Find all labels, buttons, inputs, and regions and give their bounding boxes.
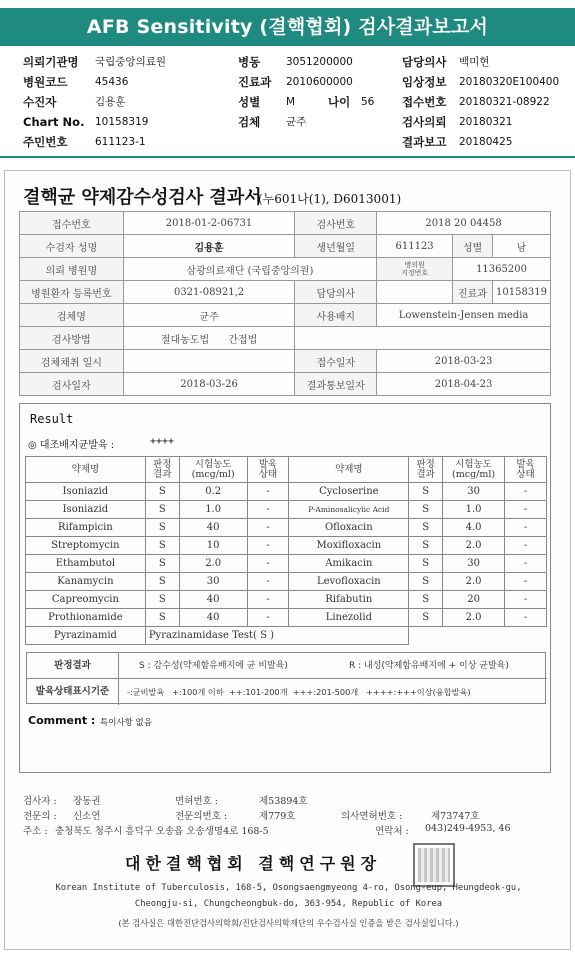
judge-result: S — [409, 519, 443, 537]
col-drug: 약제명 — [289, 457, 409, 483]
growth-state: - — [247, 537, 289, 555]
judge-result: S — [145, 609, 179, 627]
test-concentration: 2.0 — [443, 573, 505, 591]
test-concentration: 30 — [443, 483, 505, 501]
growth-state: - — [247, 609, 289, 627]
info-row-1 — [0, 52, 575, 72]
sex-label: 성별 — [238, 95, 261, 109]
addr-label: 주소 : — [23, 826, 48, 837]
judge-result: S — [145, 519, 179, 537]
age-label: 나이 — [328, 95, 351, 109]
drug-row — [26, 609, 547, 627]
growth-state: - — [247, 519, 289, 537]
col-growth: 발육 상태 — [505, 457, 547, 483]
drug-row — [26, 501, 547, 519]
hdr-row — [20, 350, 551, 373]
growth-state: - — [505, 501, 547, 519]
judge-result: S — [145, 555, 179, 573]
test-concentration: 1.0 — [179, 501, 247, 519]
age-value: 56 — [361, 96, 375, 108]
pza-test-result: Pyrazinamidase Test( S ) — [145, 627, 408, 645]
growth-state: - — [247, 591, 289, 609]
hdr-cell: 11365200 — [453, 258, 551, 281]
doc-no-label: 의사면허번호 : — [341, 811, 403, 822]
drug-row — [26, 555, 547, 573]
hdr-cell — [377, 258, 453, 281]
hdr-row — [20, 373, 551, 396]
hdr-cell: 2018-03-23 — [377, 350, 551, 373]
judge-result: S — [409, 555, 443, 573]
report-title: AFB Sensitivity (결핵협회) 검사결과보고서 — [0, 8, 575, 46]
divider — [0, 156, 575, 158]
license-label: 면허번호 : — [175, 796, 218, 807]
hdr-row — [20, 235, 551, 258]
sheet-subtitle: (누601나(1), D6013001) — [258, 192, 402, 206]
seal-pattern — [418, 848, 450, 882]
examiner-value: 장동권 — [73, 796, 101, 807]
hdr-cell: 남 — [492, 235, 550, 258]
footer-row — [23, 808, 563, 823]
drug-row-pza — [26, 627, 547, 645]
legend-box — [26, 652, 546, 704]
specimen-label: 검체 — [238, 115, 261, 129]
institution-name: 대한결핵협회 결핵연구원장 — [125, 854, 382, 873]
legend-growth-label: 발육상태표시기준 — [27, 679, 119, 705]
drug-name: Linezolid — [289, 609, 409, 627]
drug-name: Prothionamide — [26, 609, 146, 627]
request-label: 검사의뢰 — [402, 115, 447, 129]
hdr-cell: 성별 — [453, 235, 493, 258]
hdr-cell: 진료과 — [453, 281, 493, 304]
test-concentration: 40 — [179, 519, 247, 537]
chart-value: 10158319 — [95, 116, 149, 128]
info-row-3 — [0, 92, 575, 112]
test-concentration: 20 — [443, 591, 505, 609]
specialist-value: 신소연 — [73, 811, 101, 822]
legend-growth-row — [27, 679, 547, 705]
growth-state: - — [247, 483, 289, 501]
test-concentration: 0.2 — [179, 483, 247, 501]
hospital-value: 국립중앙의료원 — [95, 56, 167, 68]
footer-row — [23, 823, 563, 838]
judge-result: S — [145, 573, 179, 591]
hdr-row — [20, 304, 551, 327]
judge-result: S — [409, 501, 443, 519]
tel-value: 043)249-4953, 46 — [425, 823, 511, 834]
drug-row — [26, 591, 547, 609]
hospital-code-label: 병원코드 — [23, 75, 68, 89]
hdr-cell: 병원환자 등록번호 — [20, 281, 124, 304]
col-conc: 시험농도 (mcg/ml) — [179, 457, 247, 483]
method-2: 간접법 — [228, 334, 258, 346]
hdr-cell: 접수번호 — [20, 212, 124, 235]
sex-value: M — [286, 96, 296, 108]
doctor-label: 담당의사 — [402, 55, 447, 69]
sheet-title: 결핵균 약제감수성검사 결과서 — [23, 187, 262, 208]
hdr-cell: 검체채취 일시 — [20, 350, 124, 373]
specialist-label: 전문의 : — [23, 811, 57, 822]
hdr-cell — [377, 281, 453, 304]
hdr-cell: 삼광의료재단 (국립중앙의원) — [123, 258, 376, 281]
test-concentration: 40 — [179, 591, 247, 609]
col-judge: 판정 결과 — [409, 457, 443, 483]
comment-value: 특이사항 없음 — [100, 718, 152, 728]
legend-s: S : 감수성(약제함유배지에 균 비발육) — [139, 661, 288, 671]
specimen-value: 균주 — [286, 116, 307, 128]
col-judge: 판정 결과 — [145, 457, 179, 483]
judge-result: S — [409, 591, 443, 609]
hdr-row — [20, 327, 551, 350]
drug-name: Capreomycin — [26, 591, 146, 609]
judge-result: S — [145, 537, 179, 555]
growth-state: - — [505, 483, 547, 501]
method-1: 절대농도법 — [160, 334, 210, 346]
hdr-cell: 생년월일 — [295, 235, 377, 258]
hdr-small-label: 지정번호 — [401, 269, 429, 277]
subject-label: 수진자 — [23, 95, 57, 109]
spec-no-value: 제779호 — [259, 811, 296, 822]
drug-row — [26, 573, 547, 591]
hdr-cell: 접수일자 — [295, 350, 377, 373]
drug-name: Streptomycin — [26, 537, 146, 555]
hdr-row — [20, 212, 551, 235]
control-growth-label: ◎ 대조배지균발육 : — [28, 440, 115, 451]
hospital-label: 의뢰기관명 — [23, 55, 79, 69]
legend-judge-label: 판정결과 — [27, 653, 119, 679]
report-label: 결과보고 — [402, 135, 447, 149]
subject-value: 김용훈 — [95, 96, 126, 108]
hdr-cell: 검체명 — [20, 304, 124, 327]
drug-row — [26, 483, 547, 501]
hdr-cell: 담당의사 — [295, 281, 377, 304]
hdr-cell: 균주 — [123, 304, 295, 327]
doc-no-value: 제73747호 — [431, 811, 480, 822]
growth-state: - — [505, 573, 547, 591]
judge-result: S — [145, 483, 179, 501]
chart-label: Chart No. — [23, 115, 85, 129]
dept-value: 2010600000 — [286, 76, 353, 88]
footer-row — [23, 793, 563, 808]
drug-name: Rifampicin — [26, 519, 146, 537]
test-concentration: 1.0 — [443, 501, 505, 519]
doctor-value: 백미현 — [459, 56, 490, 68]
test-concentration: 40 — [179, 609, 247, 627]
examiner-label: 검사자 : — [23, 796, 57, 807]
sheet-header-table — [19, 211, 551, 396]
hdr-cell: 사용배지 — [295, 304, 377, 327]
license-value: 제53894호 — [259, 796, 308, 807]
drug-table-body — [26, 483, 547, 645]
test-concentration: 4.0 — [443, 519, 505, 537]
certification-note: (본 검사실은 대한진단검사의학회/진단검사의학재단의 우수검사실 인증을 받은 검사실입니다.) — [118, 918, 459, 928]
hospital-code-value: 45436 — [95, 76, 129, 88]
hdr-cell: 수검자 성명 — [20, 235, 124, 258]
tel-label: 연락처 : — [375, 826, 409, 837]
patient-info-grid — [0, 52, 575, 152]
drug-name: Levofloxacin — [289, 573, 409, 591]
drug-name: Ethambutol — [26, 555, 146, 573]
hdr-cell: 김용훈 — [123, 235, 295, 258]
hdr-cell: 의뢰 병원명 — [20, 258, 124, 281]
info-row-2 — [0, 72, 575, 92]
growth-state: - — [247, 573, 289, 591]
request-value: 20180321 — [459, 116, 513, 128]
comment-label: Comment : — [28, 714, 96, 727]
growth-state: - — [505, 555, 547, 573]
hdr-cell: Lowenstein-Jensen media — [377, 304, 551, 327]
hdr-cell: 2018-03-26 — [123, 373, 295, 396]
test-concentration: 30 — [179, 573, 247, 591]
official-seal — [413, 843, 455, 887]
judge-result: S — [409, 573, 443, 591]
test-concentration: 10 — [179, 537, 247, 555]
hdr-cell: 10158319 — [492, 281, 550, 304]
drug-table — [25, 456, 547, 645]
ward-label: 병동 — [238, 55, 261, 69]
drug-name: Kanamycin — [26, 573, 146, 591]
info-row-4 — [0, 112, 575, 132]
drug-name: Rifabutin — [289, 591, 409, 609]
ward-value: 3051200000 — [286, 56, 353, 68]
hdr-cell: 결과통보일자 — [295, 373, 377, 396]
hdr-cell: 611123 — [377, 235, 453, 258]
clinical-value: 20180320E100400 — [459, 76, 560, 88]
result-label: Result — [30, 412, 74, 426]
judge-result: S — [145, 501, 179, 519]
hdr-cell: 검사번호 — [295, 212, 377, 235]
hdr-cell: 2018 20 04458 — [377, 212, 551, 235]
col-conc: 시험농도 (mcg/ml) — [443, 457, 505, 483]
clinical-label: 임상정보 — [402, 75, 447, 89]
empty-cell — [409, 627, 547, 645]
growth-state: - — [505, 591, 547, 609]
hdr-row — [20, 258, 551, 281]
drug-name: Amikacin — [289, 555, 409, 573]
dept-label: 진료과 — [238, 75, 272, 89]
drug-name: Cycloserine — [289, 483, 409, 501]
legend-judge-row — [27, 653, 547, 679]
judge-result: S — [409, 537, 443, 555]
hdr-cell — [123, 327, 295, 350]
eng-address-2: Cheongju-si, Chungcheongbuk-do, 363-954, Republic of Korea — [134, 899, 443, 909]
drug-name: Ofloxacin — [289, 519, 409, 537]
growth-state: - — [247, 501, 289, 519]
rrn-label: 주민번호 — [23, 135, 68, 149]
eng-address-1: Korean Institute of Tuberculosis, 168-5, Osongsaengmyeong 4-ro, Osong-eup, Heungdeok-gu, — [55, 883, 522, 893]
drug-name: Moxifloxacin — [289, 537, 409, 555]
hdr-cell: 검사일자 — [20, 373, 124, 396]
drug-row — [26, 519, 547, 537]
judge-result: S — [145, 591, 179, 609]
control-growth-value: ++++ — [150, 436, 175, 447]
judge-result: S — [409, 609, 443, 627]
hdr-cell — [123, 350, 295, 373]
test-concentration: 30 — [443, 555, 505, 573]
drug-name: Isoniazid — [26, 483, 146, 501]
test-concentration: 2.0 — [443, 537, 505, 555]
info-row-5 — [0, 132, 575, 152]
growth-state: - — [505, 609, 547, 627]
hdr-cell: 2018-01-2-06731 — [123, 212, 295, 235]
drug-row — [26, 537, 547, 555]
spec-no-label: 전문의번호 : — [175, 811, 228, 822]
growth-state: - — [505, 537, 547, 555]
hdr-small-label: 병의원 — [404, 261, 425, 269]
result-box — [19, 403, 551, 773]
judge-result: S — [409, 483, 443, 501]
growth-state: - — [505, 519, 547, 537]
test-concentration: 2.0 — [179, 555, 247, 573]
result-sheet — [4, 170, 571, 950]
growth-state: - — [247, 555, 289, 573]
rrn-value: 611123-1 — [95, 136, 146, 148]
legend-growth-value: -:균비발육 +:100개 이하 ++:101-200개 +++:201-500개 ++++:+++이상(융합발육) — [127, 687, 471, 697]
drug-name: P-Aminosalicylic Acid — [289, 501, 409, 519]
drug-name: Pyrazinamid — [26, 627, 146, 645]
col-growth: 발육 상태 — [247, 457, 289, 483]
drug-table-header — [26, 457, 547, 483]
legend-r: R : 내성(약제함유배지에 + 이상 균발육) — [349, 661, 509, 671]
col-drug: 약제명 — [26, 457, 146, 483]
receipt-no-label: 접수번호 — [402, 95, 447, 109]
test-concentration: 2.0 — [443, 609, 505, 627]
hdr-cell: 2018-04-23 — [377, 373, 551, 396]
hdr-row — [20, 281, 551, 304]
hdr-cell — [295, 327, 551, 350]
drug-name: Isoniazid — [26, 501, 146, 519]
receipt-no-value: 20180321-08922 — [459, 96, 550, 108]
hdr-cell: 0321-08921,2 — [123, 281, 295, 304]
report-value: 20180425 — [459, 136, 513, 148]
addr-value: 충청북도 청주시 흥덕구 오송읍 오송생명4로 168-5 — [55, 826, 269, 837]
hdr-cell: 검사방법 — [20, 327, 124, 350]
